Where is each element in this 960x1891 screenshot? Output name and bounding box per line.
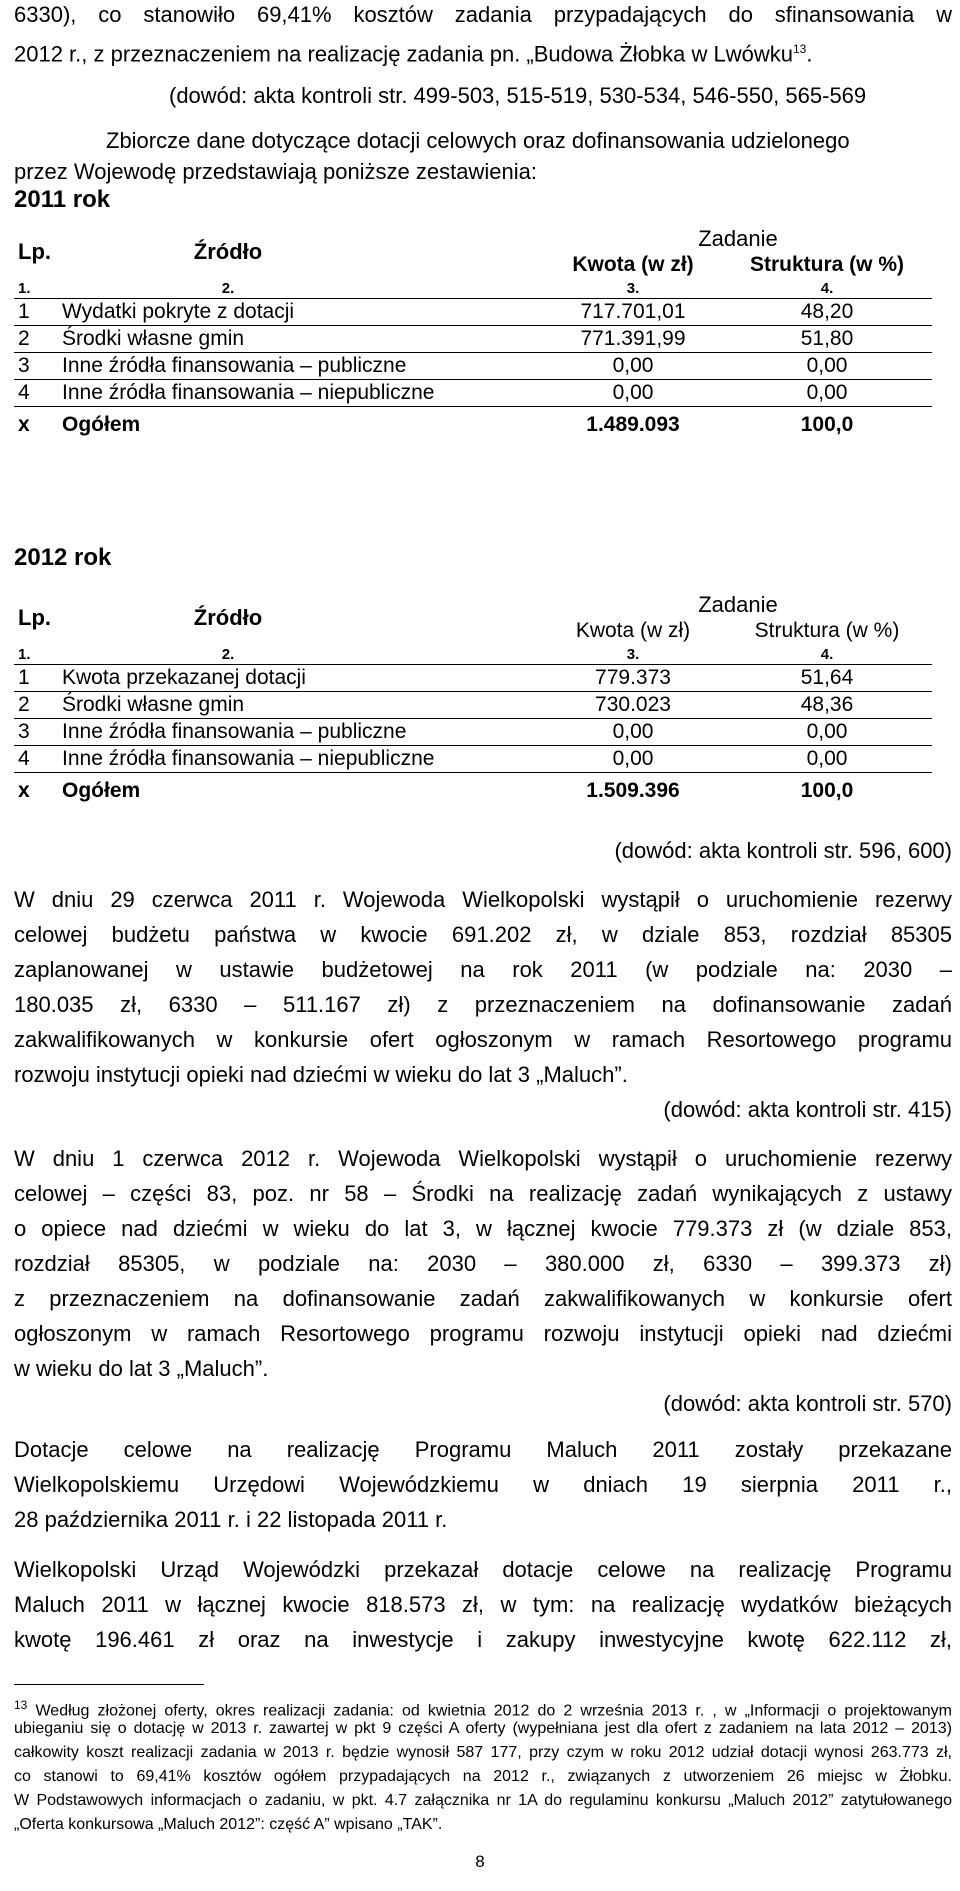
footnote-line: całkowity koszt realizacji zadania w 2013 r. będzie wynosił 587 177, przy czym w roku 2012 udział dotacji wynosi 263.773 zł,	[14, 1744, 952, 1761]
total-source: Ogółem	[62, 413, 141, 436]
para1-line: 180.035 zł, 6330 – 511.167 zł) z przeznaczeniem na dofinansowanie zadań	[14, 992, 952, 1017]
table-row	[14, 326, 932, 353]
row-amount: 0,00	[544, 380, 722, 407]
row-amount: 779.373	[544, 665, 722, 692]
intro-line-2	[14, 34, 952, 69]
total-lp: x	[18, 779, 30, 802]
footnote-line: W Podstawowych informacjach o zadaniu, w pkt. 4.7 załącznika nr 1A do regulaminu konkursu „Maluch 2012” zatytułowanego	[14, 1792, 952, 1809]
para3-line: Wielkopolskiemu Urzędowi Wojewódzkiemu w dniach 19 sierpnia 2011 r.,	[14, 1472, 952, 1497]
header-task: Zadanie	[698, 592, 778, 617]
para1-line: zaplanowanej w ustawie budżetowej na rok 2011 (w podziale na: 2030 –	[14, 957, 952, 982]
row-lp: 4	[14, 746, 58, 773]
row-lp: 1	[14, 665, 58, 692]
para1-line: zakwalifikowanych w konkursie ofert ogłoszonym w ramach Resortowego programu	[14, 1027, 952, 1052]
total-amount: 1.509.396	[586, 779, 680, 802]
para2-line: W dniu 1 czerwca 2012 r. Wojewoda Wielkopolski wystąpił o uruchomienie rezerwy	[14, 1146, 952, 1171]
row-lp: 3	[14, 719, 58, 746]
row-amount: 0,00	[544, 719, 722, 746]
col-num-4: 4.	[722, 278, 932, 299]
para3-line: 28 października 2011 r. i 22 listopada 2011 r.	[14, 1507, 448, 1532]
row-source: Środki własne gmin	[58, 326, 544, 353]
para2-line: rozdział 85305, w podziale na: 2030 – 380.000 zł, 6330 – 399.373 zł)	[14, 1251, 952, 1276]
row-source: Inne źródła finansowania – publiczne	[58, 353, 544, 380]
row-source: Inne źródła finansowania – publiczne	[58, 719, 544, 746]
table-2011	[14, 226, 932, 443]
header-amount: Kwota (w zł)	[572, 253, 694, 276]
para4-line: kwotę 196.461 zł oraz na inwestycje i zakupy inwestycyjne kwotę 622.112 zł,	[14, 1627, 952, 1652]
summary-line-1: Zbiorcze dane dotyczące dotacji celowych oraz dofinansowania udzielonego	[106, 128, 850, 153]
header-structure: Struktura (w %)	[754, 619, 900, 642]
table-row	[14, 380, 932, 407]
row-amount: 730.023	[544, 692, 722, 719]
total-structure: 100,0	[800, 413, 854, 436]
footnote-line: ubieganiu się o dotację w 2013 r. zawartej w pkt 9 części A oferty (wypełniana jest dla ofert z zadaniem na lata 2012 – 2013)	[14, 1720, 952, 1737]
table-total-row	[14, 773, 932, 810]
evidence-note-415: (dowód: akta kontroli str. 415)	[663, 1097, 952, 1122]
page-number: 8	[475, 1852, 485, 1871]
table-total-row	[14, 407, 932, 444]
total-amount: 1.489.093	[586, 413, 680, 436]
para1-line: celowej budżetu państwa w kwocie 691.202 zł, w dziale 853, rozdział 85305	[14, 922, 952, 947]
intro-line-1: 6330), co stanowiło 69,41% kosztów zadania przypadających do sfinansowania w	[14, 2, 952, 27]
para2-line: celowej – części 83, poz. nr 58 – Środki na realizację zadań wynikających z ustawy	[14, 1181, 952, 1206]
row-structure: 0,00	[722, 719, 932, 746]
intro-line-2-end: .	[806, 41, 813, 67]
row-structure: 51,64	[722, 665, 932, 692]
evidence-note-596: (dowód: akta kontroli str. 596, 600)	[614, 838, 952, 863]
col-num-2: 2.	[58, 644, 544, 665]
table-row	[14, 719, 932, 746]
para3-line: Dotacje celowe na realizację Programu Maluch 2011 zostały przekazane	[14, 1437, 952, 1462]
row-structure: 0,00	[722, 746, 932, 773]
header-lp: Lp.	[18, 605, 51, 630]
header-task: Zadanie	[698, 226, 778, 251]
para4-line: Maluch 2011 w łącznej kwocie 818.573 zł, w tym: na realizację wydatków bieżących	[14, 1592, 952, 1617]
footnote-ref: 13	[792, 42, 807, 56]
col-num-2: 2.	[58, 278, 544, 299]
header-structure: Struktura (w %)	[749, 253, 904, 276]
row-lp: 4	[14, 380, 58, 407]
row-structure: 0,00	[722, 380, 932, 407]
row-amount: 771.391,99	[544, 326, 722, 353]
col-num-4: 4.	[722, 644, 932, 665]
total-lp: x	[18, 413, 30, 436]
table-2012	[14, 592, 932, 809]
table-row	[14, 746, 932, 773]
footnote-line: „Oferta konkursowa „Maluch 2012”: część A” wpisano „TAK”.	[14, 1816, 443, 1833]
table-row	[14, 665, 932, 692]
row-lp: 1	[14, 299, 58, 326]
col-num-3: 3.	[544, 278, 722, 299]
footnote-line: co stanowi to 69,41% kosztów ogółem przypadających na 2012 r., związanych z utworzeniem 26 miejsc w Żłobku.	[14, 1768, 952, 1785]
summary-line-2: przez Wojewodę przedstawiają poniższe zestawienia:	[14, 159, 537, 184]
row-lp: 2	[14, 692, 58, 719]
header-source: Źródło	[193, 605, 263, 630]
row-source: Kwota przekazanej dotacji	[58, 665, 544, 692]
col-num-3: 3.	[544, 644, 722, 665]
row-source: Inne źródła finansowania – niepubliczne	[58, 746, 544, 773]
row-source: Inne źródła finansowania – niepubliczne	[58, 380, 544, 407]
para2-line: ogłoszonym w ramach Resortowego programu rozwoju instytucji opieki nad dziećmi	[14, 1321, 952, 1346]
footnote-separator	[14, 1684, 204, 1685]
col-num-1: 1.	[14, 278, 58, 299]
para2-line: z przeznaczeniem na dofinansowanie zadań zakwalifikowanych w konkursie ofert	[14, 1286, 952, 1311]
para4-line: Wielkopolski Urząd Wojewódzki przekazał dotacje celowe na realizację Programu	[14, 1557, 952, 1582]
intro-line-2-text: 2012 r., z przeznaczeniem na realizację zadania pn. „Budowa Żłobka w Lwówku	[14, 41, 793, 67]
total-structure: 100,0	[800, 779, 854, 802]
footnote-mark: 13	[14, 1698, 28, 1712]
footnote-text: Według złożonej oferty, okres realizacji zadania: od kwietnia 2012 do 2 września 2013 r. , w „Informacji o projektowanym	[35, 1702, 953, 1720]
year-heading-2011: 2011 rok	[14, 186, 111, 213]
evidence-note: (dowód: akta kontroli str. 499-503, 515-519, 530-534, 546-550, 565-569	[169, 83, 867, 108]
table-row	[14, 692, 932, 719]
row-amount: 0,00	[544, 353, 722, 380]
table-row	[14, 299, 932, 326]
year-heading-2012: 2012 rok	[14, 544, 112, 571]
table-row	[14, 353, 932, 380]
row-source: Wydatki pokryte z dotacji	[58, 299, 544, 326]
row-structure: 51,80	[722, 326, 932, 353]
total-source: Ogółem	[62, 779, 141, 802]
row-lp: 3	[14, 353, 58, 380]
row-structure: 0,00	[722, 353, 932, 380]
row-lp: 2	[14, 326, 58, 353]
row-structure: 48,36	[722, 692, 932, 719]
header-source: Źródło	[193, 239, 263, 264]
row-amount: 0,00	[544, 746, 722, 773]
evidence-note-570: (dowód: akta kontroli str. 570)	[663, 1391, 952, 1416]
row-amount: 717.701,01	[544, 299, 722, 326]
para1-line: rozwoju instytucji opieki nad dziećmi w wieku do lat 3 „Maluch”.	[14, 1062, 628, 1087]
header-amount: Kwota (w zł)	[575, 619, 691, 642]
para2-line: o opiece nad dziećmi w wieku do lat 3, w łącznej kwocie 779.373 zł (w dziale 853,	[14, 1216, 952, 1241]
header-lp: Lp.	[18, 239, 51, 264]
row-structure: 48,20	[722, 299, 932, 326]
col-num-1: 1.	[14, 644, 58, 665]
para2-line: w wieku do lat 3 „Maluch”.	[14, 1356, 269, 1381]
row-source: Środki własne gmin	[58, 692, 544, 719]
para1-line: W dniu 29 czerwca 2011 r. Wojewoda Wielkopolski wystąpił o uruchomienie rezerwy	[14, 887, 952, 912]
